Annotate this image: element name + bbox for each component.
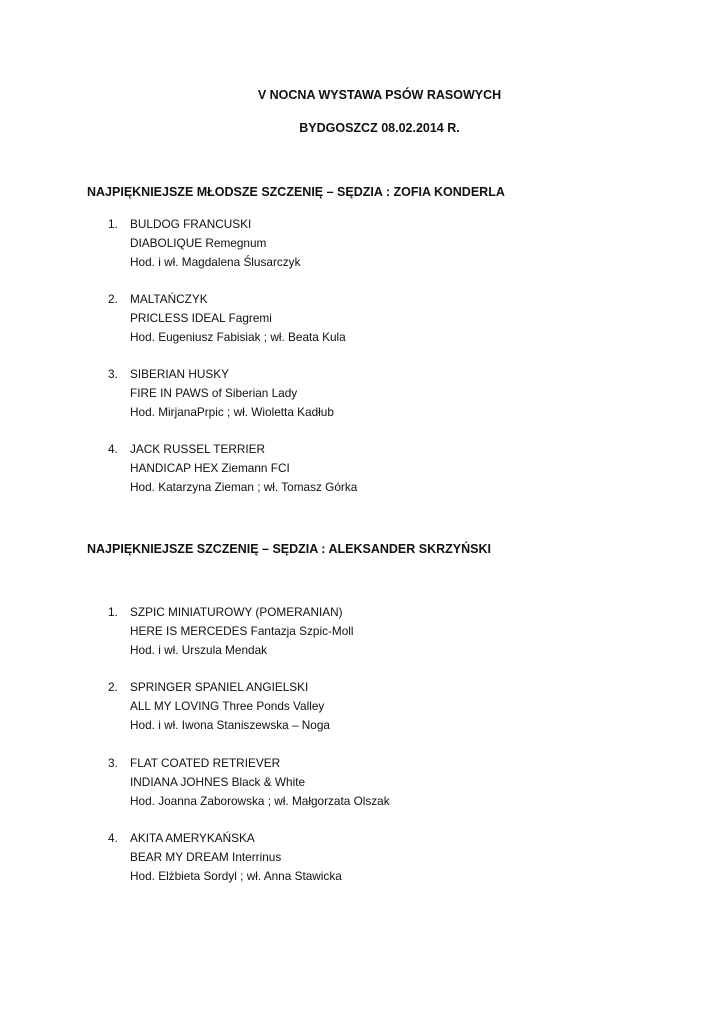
entry-owner: Hod. Eugeniusz Fabisiak ; wł. Beata Kula <box>130 330 346 344</box>
document-title: V NOCNA WYSTAWA PSÓW RASOWYCH <box>257 88 502 102</box>
entry-owner: Hod. Elżbieta Sordyl ; wł. Anna Stawicka <box>130 869 342 883</box>
entry-breed: JACK RUSSEL TERRIER <box>130 442 266 456</box>
entry-number: 1. <box>108 605 118 619</box>
entry-number: 4. <box>108 831 118 845</box>
entry-dog-name: FIRE IN PAWS of Siberian Lady <box>130 386 298 400</box>
entry-number: 3. <box>108 756 118 770</box>
entry-owner: Hod. i wł. Iwona Staniszewska – Noga <box>130 718 330 732</box>
section-heading: NAJPIĘKNIEJSZE SZCZENIĘ – SĘDZIA : ALEKSANDER SKRZYŃSKI <box>87 542 491 556</box>
entry-number: 3. <box>108 367 118 381</box>
entry-dog-name: ALL MY LOVING Three Ponds Valley <box>130 699 325 713</box>
entry-breed: AKITA AMERYKAŃSKA <box>130 831 255 845</box>
entry-number: 2. <box>108 292 118 306</box>
entry-dog-name: DIABOLIQUE Remegnum <box>130 236 267 250</box>
entry-dog-name: BEAR MY DREAM Interrinus <box>130 850 282 864</box>
entry-breed: SZPIC MINIATUROWY (POMERANIAN) <box>130 605 343 619</box>
entry-owner: Hod. i wł. Magdalena Ślusarczyk <box>130 255 301 269</box>
entry-owner: Hod. Joanna Zaborowska ; wł. Małgorzata Olszak <box>130 794 390 808</box>
entry-breed: MALTAŃCZYK <box>130 292 208 306</box>
entry-breed: SPRINGER SPANIEL ANGIELSKI <box>130 680 309 694</box>
entry-dog-name: INDIANA JOHNES Black & White <box>130 775 306 789</box>
entry-owner: Hod. Katarzyna Zieman ; wł. Tomasz Górka <box>130 480 358 494</box>
entry-dog-name: HERE IS MERCEDES Fantazja Szpic-Moll <box>130 624 354 638</box>
entry-owner: Hod. MirjanaPrpic ; wł. Wioletta Kadłub <box>130 405 334 419</box>
entry-dog-name: HANDICAP HEX Ziemann FCI <box>130 461 290 475</box>
entry-breed: FLAT COATED RETRIEVER <box>130 756 281 770</box>
section-heading: NAJPIĘKNIEJSZE MŁODSZE SZCZENIĘ – SĘDZIA : ZOFIA KONDERLA <box>87 185 505 199</box>
entry-owner: Hod. i wł. Urszula Mendak <box>130 643 268 657</box>
entry-number: 4. <box>108 442 118 456</box>
entry-dog-name: PRICLESS IDEAL Fagremi <box>130 311 272 325</box>
entry-number: 1. <box>108 217 118 231</box>
document-subtitle: BYDGOSZCZ 08.02.2014 R. <box>299 121 460 135</box>
entry-breed: SIBERIAN HUSKY <box>130 367 229 381</box>
entry-breed: BULDOG FRANCUSKI <box>130 217 252 231</box>
entry-number: 2. <box>108 680 118 694</box>
